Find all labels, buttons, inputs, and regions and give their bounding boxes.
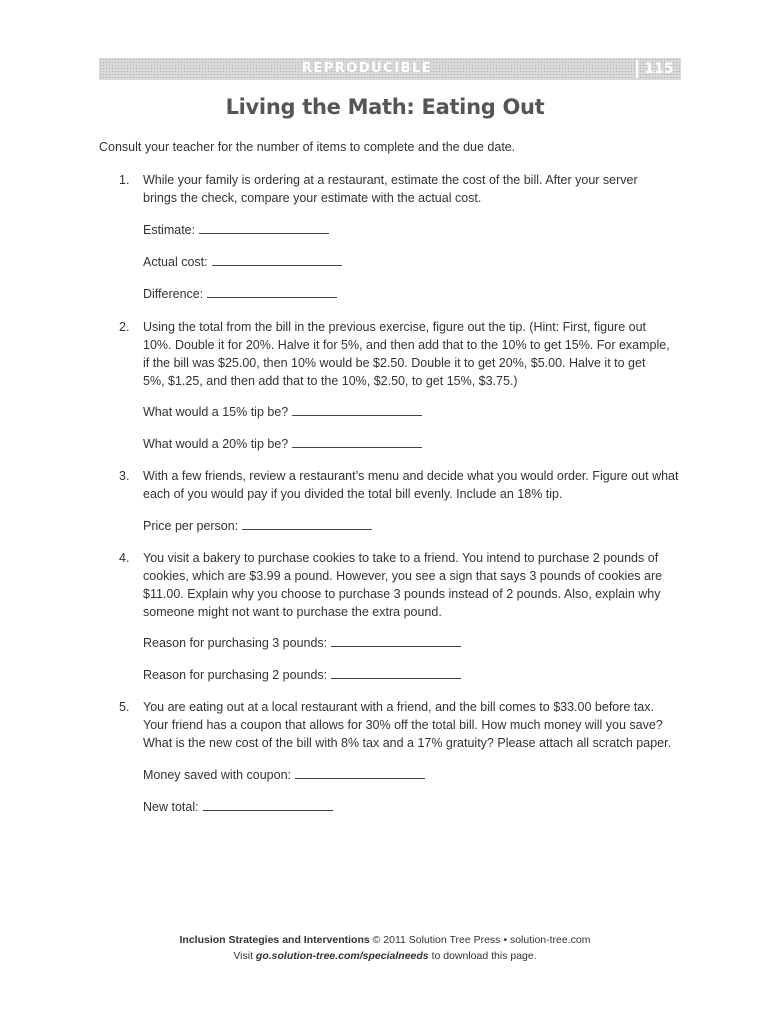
footer-credit xyxy=(0,934,770,946)
answer-label: Money saved with coupon: xyxy=(143,768,292,782)
answer-blank[interactable] xyxy=(292,435,422,448)
website-link[interactable]: solution-tree.com xyxy=(509,934,591,946)
intro-text: Consult your teacher for the number of items to complete and the due date. xyxy=(99,140,516,154)
answer-label: What would a 15% tip be? xyxy=(143,405,289,419)
answer-blank[interactable] xyxy=(331,634,461,647)
footer-download xyxy=(0,950,770,962)
question-number: 5. xyxy=(119,700,130,714)
question-line: cookies, which are $3.99 a pound. However, you see a sign that says 3 pounds of cookies are xyxy=(143,569,663,583)
question-line: Using the total from the bill in the previous exercise, figure out the tip. (Hint: First, figure out xyxy=(143,320,647,334)
section-label: REPRODUCIBLE xyxy=(301,61,433,76)
answer-label: Actual cost: xyxy=(143,255,208,269)
question-text xyxy=(143,318,683,390)
answer-blank[interactable] xyxy=(295,766,425,779)
question-number: 2. xyxy=(119,320,130,334)
answer-blank[interactable] xyxy=(242,517,372,530)
answer-field-reason-3-pounds xyxy=(143,634,461,652)
answer-field-new-total xyxy=(143,798,333,816)
book-title: Inclusion Strategies and Interventions xyxy=(179,934,370,946)
question-line: $11.00. Explain why you choose to purchase 3 pounds instead of 2 pounds. Also, explain why xyxy=(143,587,661,601)
answer-blank[interactable] xyxy=(212,253,342,266)
answer-field-estimate xyxy=(143,221,329,239)
answer-field-difference xyxy=(143,285,337,303)
question-text xyxy=(143,467,683,503)
answer-field-price-per-person xyxy=(143,517,372,535)
question-line: You visit a bakery to purchase cookies to take to a friend. You intend to purchase 2 pounds of xyxy=(143,551,659,565)
answer-field-reason-2-pounds xyxy=(143,666,461,684)
question-line: What is the new cost of the bill with 8% tax and a 17% gratuity? Please attach all scratch paper. xyxy=(143,736,672,750)
visit-suffix: to download this page. xyxy=(431,950,537,962)
question-text xyxy=(143,549,683,621)
question-line: 5%, $1.25, and then add that to the 10%, $2.50, to get 15%, $3.75.) xyxy=(143,374,518,388)
answer-label: Difference: xyxy=(143,287,204,301)
answer-blank[interactable] xyxy=(292,403,422,416)
answer-label: Reason for purchasing 2 pounds: xyxy=(143,668,328,682)
question-line: each of you would pay if you divided the total bill evenly. Include an 18% tip. xyxy=(143,487,563,501)
answer-label: Estimate: xyxy=(143,223,196,237)
question-line: You are eating out at a local restaurant with a friend, and the bill comes to $33.00 before tax. xyxy=(143,700,654,714)
question-number: 1. xyxy=(119,173,130,187)
question-line: 10%. Double it for 20%. Halve it for 5%, and then add that to the 10% to get 15%. For example, xyxy=(143,338,670,352)
page-number: 115 xyxy=(644,61,674,77)
banner-divider xyxy=(636,60,638,78)
answer-label: New total: xyxy=(143,800,199,814)
question-number: 4. xyxy=(119,551,130,565)
answer-field-15-tip xyxy=(143,403,422,421)
answer-label: Price per person: xyxy=(143,519,239,533)
answer-blank[interactable] xyxy=(199,221,329,234)
question-line: if the bill was $25.00, then 10% would be $2.50. Double it to get 20%, $5.00. Halve it to get xyxy=(143,356,646,370)
answer-label: What would a 20% tip be? xyxy=(143,437,289,451)
answer-field-20-tip xyxy=(143,435,422,453)
question-number: 3. xyxy=(119,469,130,483)
question-line: With a few friends, review a restaurant’s menu and decide what you would order. Figure out what xyxy=(143,469,679,483)
answer-field-money-saved xyxy=(143,766,425,784)
visit-prefix: Visit xyxy=(233,950,253,962)
download-link[interactable]: go.solution-tree.com/specialneeds xyxy=(255,950,429,962)
answer-field-actual-cost xyxy=(143,253,342,271)
question-line: brings the check, compare your estimate with the actual cost. xyxy=(143,191,482,205)
answer-blank[interactable] xyxy=(203,798,333,811)
question-line: Your friend has a coupon that allows for 30% off the total bill. How much money will you save? xyxy=(143,718,663,732)
copyright: © 2011 Solution Tree Press xyxy=(372,934,501,946)
question-line: While your family is ordering at a restaurant, estimate the cost of the bill. After your server xyxy=(143,173,638,187)
bullet-separator: • xyxy=(503,934,508,946)
page-title: Living the Math: Eating Out xyxy=(225,95,545,119)
answer-blank[interactable] xyxy=(331,666,461,679)
question-text xyxy=(143,171,683,207)
header-banner xyxy=(99,58,681,80)
answer-blank[interactable] xyxy=(207,285,337,298)
question-text xyxy=(143,698,683,752)
answer-label: Reason for purchasing 3 pounds: xyxy=(143,636,328,650)
question-line: someone might not want to purchase the extra pound. xyxy=(143,605,442,619)
